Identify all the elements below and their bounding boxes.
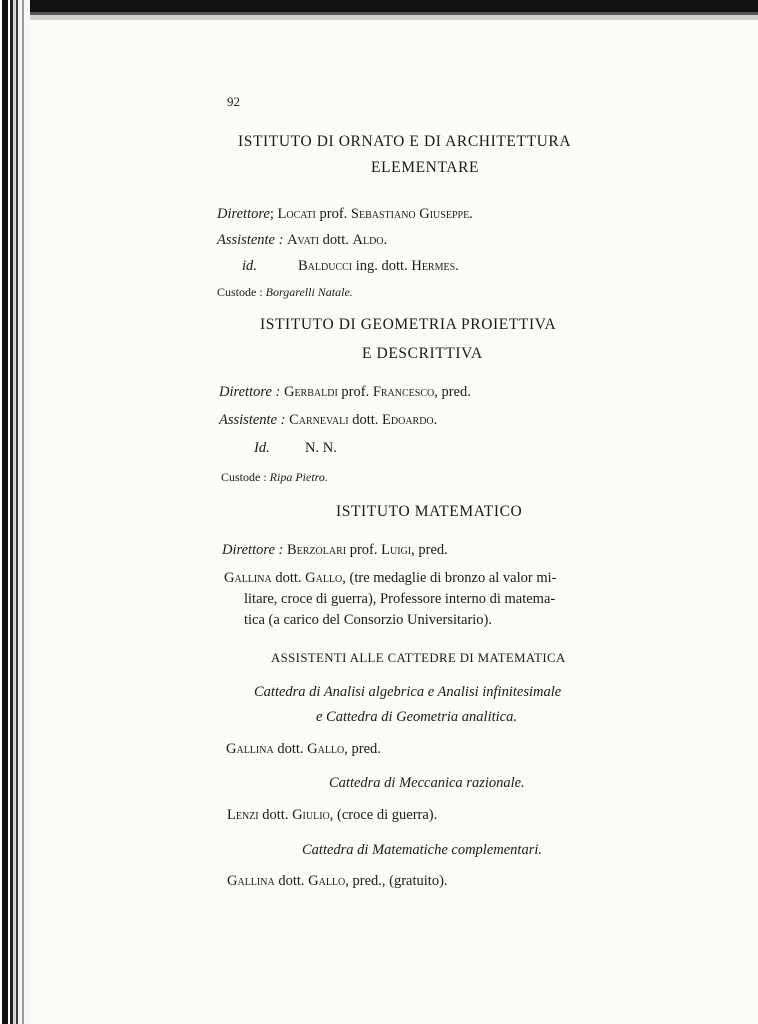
geometria-id-value: N. N. <box>305 440 337 456</box>
matematico-direttore <box>222 541 448 559</box>
cattedra-analisi-line2: e Cattedra di Geometria analitica. <box>316 709 517 725</box>
section-title-ornato-line1: ISTITUTO DI ORNATO E DI ARCHITETTURA <box>238 133 572 150</box>
person-surname: Berzolari <box>286 542 347 558</box>
person-surname: Gallina <box>226 741 274 757</box>
role-label: Direttore : <box>222 542 284 558</box>
section-title-assistenti: ASSISTENTI ALLE CATTEDRE DI MATEMATICA <box>271 651 566 665</box>
person-name: Sebastiano Giuseppe. <box>350 206 473 222</box>
role-label: Custode : <box>217 285 263 299</box>
section-title-geometria-line1: ISTITUTO DI GEOMETRIA PROIETTIVA <box>260 316 557 333</box>
person-title: dott. <box>275 570 302 586</box>
person-surname: Avati <box>287 232 320 248</box>
role-label: Direttore <box>217 206 270 222</box>
person-name: Edoardo. <box>382 412 438 428</box>
person-name: Borgarelli Natale. <box>265 285 353 299</box>
role-label: Assistente : <box>217 232 284 248</box>
person-title: dott. <box>278 873 305 889</box>
cattedra-complementari-title: Cattedra di Matematiche complementari. <box>302 842 543 858</box>
ornato-assistente <box>217 231 387 249</box>
role-label: Assistente : <box>219 412 286 428</box>
person-title: prof. <box>349 542 378 558</box>
person-name: Ripa Pietro. <box>269 470 328 484</box>
ornato-id-entry <box>298 257 459 275</box>
geometria-custode <box>221 468 328 486</box>
person-suffix: , pred. <box>344 741 381 757</box>
geometria-id-label: Id. <box>254 440 270 456</box>
person-title: prof. <box>341 384 370 400</box>
person-name: Luigi <box>381 542 412 558</box>
cattedra-complementari-assistente <box>227 872 448 890</box>
person-suffix: , pred. <box>411 542 448 558</box>
person-surname: Locati <box>277 206 316 222</box>
ornato-id-label: id. <box>242 258 257 274</box>
person-name: Gallo <box>305 570 343 586</box>
geometria-direttore <box>219 383 471 401</box>
matematico-gallina-line3: tica (a carico del Consorzio Universitario). <box>244 612 493 628</box>
section-title-ornato-line2: ELEMENTARE <box>371 159 480 176</box>
person-name: Giulio <box>292 807 330 823</box>
person-surname: Carnevali <box>289 412 349 428</box>
person-name: Gallo <box>307 741 345 757</box>
section-title-matematico: ISTITUTO MATEMATICO <box>336 503 523 520</box>
person-surname: Gerbaldi <box>283 384 338 400</box>
person-title: dott. <box>277 741 304 757</box>
person-title: ing. dott. <box>355 258 408 274</box>
person-name: Gallo <box>308 873 346 889</box>
cattedra-meccanica-title: Cattedra di Meccanica razionale. <box>329 775 525 791</box>
person-name: Hermes. <box>411 258 459 274</box>
person-suffix: , (croce di guerra). <box>329 807 438 823</box>
role-label: Custode : <box>221 470 267 484</box>
cattedra-meccanica-assistente <box>227 806 437 824</box>
person-surname: Balducci <box>298 258 353 274</box>
person-name: Francesco <box>372 384 435 400</box>
geometria-assistente <box>219 411 437 429</box>
role-label: Direttore : <box>219 384 281 400</box>
person-surname: Gallina <box>224 570 272 586</box>
person-title: dott. <box>322 232 349 248</box>
matematico-gallina-line1 <box>224 569 556 587</box>
page-number: 92 <box>227 94 240 109</box>
person-description: , (tre medaglie di bronzo al valor mi- <box>342 570 557 586</box>
person-name: Aldo. <box>352 232 388 248</box>
person-suffix: , pred. <box>434 384 471 400</box>
scan-top-edge <box>0 0 758 20</box>
cattedra-analisi-line1: Cattedra di Analisi algebrica e Analisi infinitesimale <box>254 684 562 700</box>
section-title-geometria-line2: E DESCRITTIVA <box>362 345 483 362</box>
ornato-direttore <box>217 205 473 223</box>
ornato-custode <box>217 283 353 301</box>
cattedra-analisi-assistente <box>226 740 381 758</box>
person-title: prof. <box>319 206 348 222</box>
person-surname: Gallina <box>227 873 275 889</box>
person-title: dott. <box>262 807 289 823</box>
book-spine-shadow <box>0 0 30 1024</box>
person-title: dott. <box>352 412 379 428</box>
matematico-gallina-line2: litare, croce di guerra), Professore interno di matema- <box>244 591 556 607</box>
person-suffix: , pred., (gratuito). <box>345 873 448 889</box>
person-surname: Lenzi <box>227 807 259 823</box>
role-separator: ; <box>269 206 274 222</box>
